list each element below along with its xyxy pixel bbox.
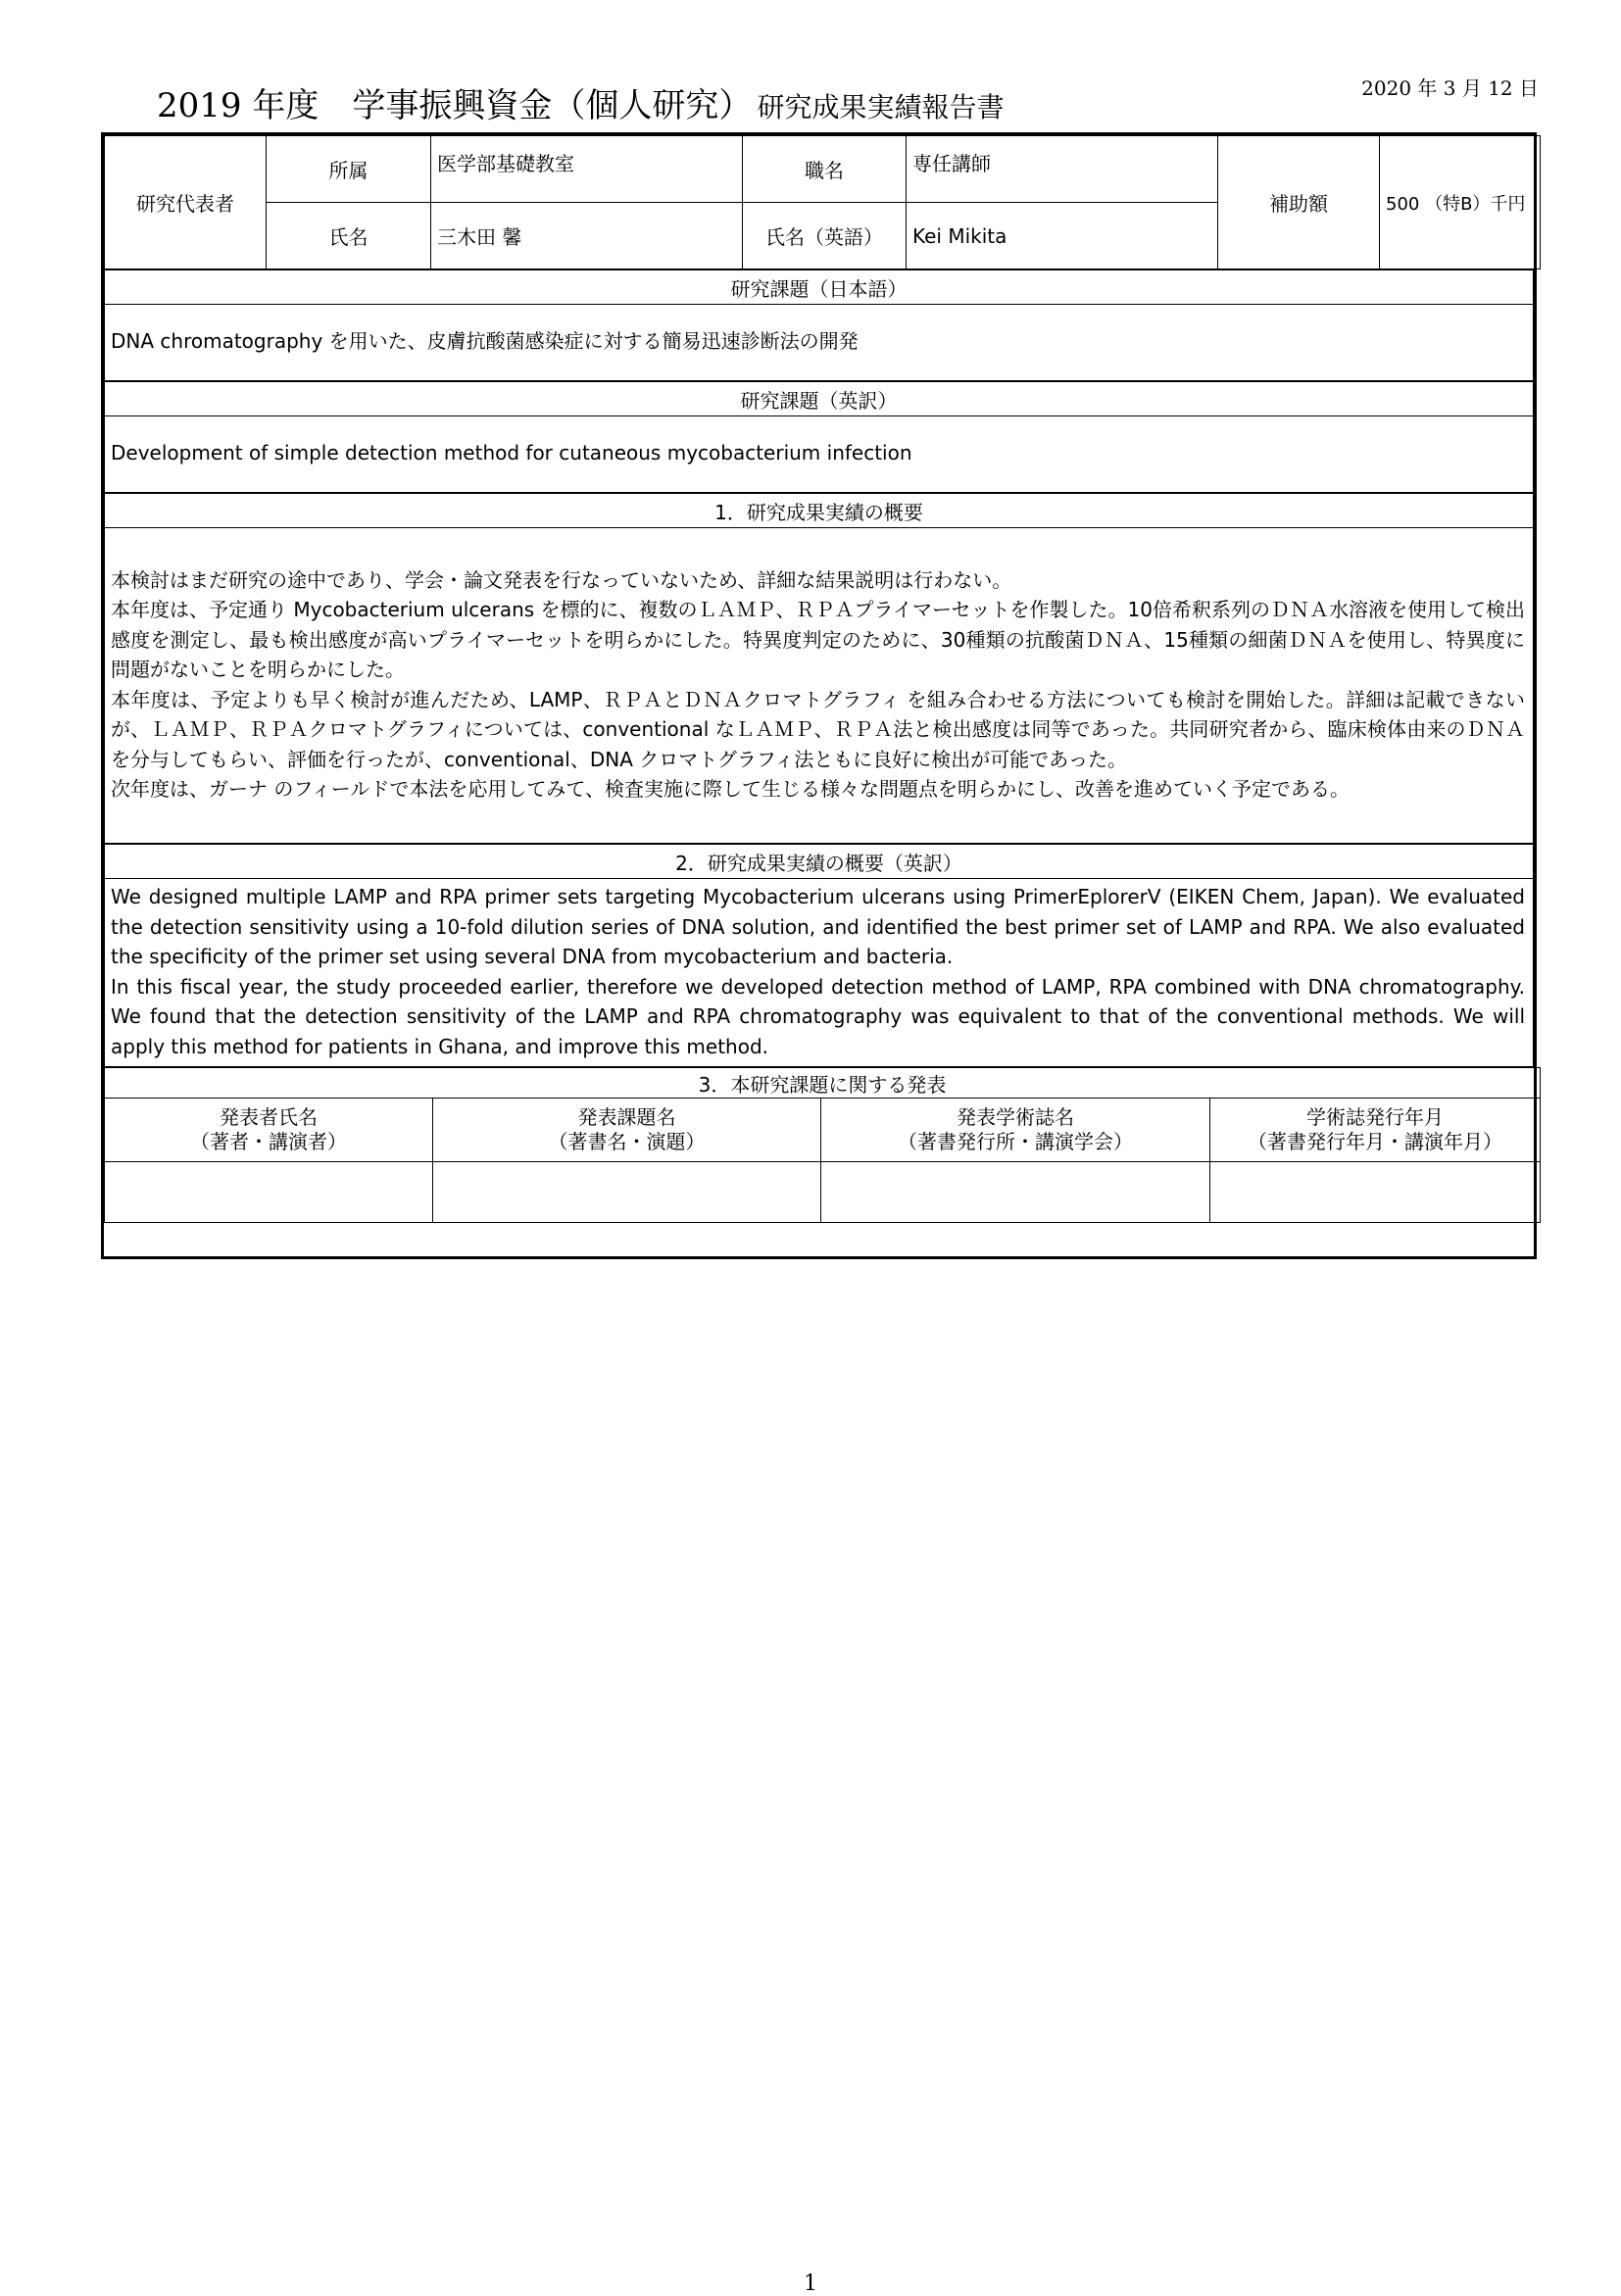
col-date-header — [1210, 1099, 1541, 1162]
position-value: 専任講師 — [907, 136, 1218, 203]
summary-ja-paragraph: 本年度は、予定通り Mycobacterium ulcerans を標的に、複数のＬＡＭＰ、ＲＰＡプライマーセットを作製した。10倍希釈系列のＤＮＡ水溶液を使用して検出感度を測定し、最も検出感度が高いプライマーセットを明らかにした。特異度判定のために、30種類の抗酸菌ＤＮＡ、15種類の細菌ＤＮＡを使用し、特異度に問題がないことを明らかにした。 — [111, 598, 1525, 681]
topic-ja-section — [104, 269, 1534, 381]
col-presenter-header — [105, 1099, 433, 1162]
position-label: 職名 — [743, 136, 907, 203]
summary-en-heading: 2．研究成果実績の概要（英訳） — [105, 845, 1534, 879]
name-label: 氏名 — [267, 203, 431, 269]
topic-ja-heading: 研究課題（日本語） — [105, 270, 1534, 305]
summary-ja-heading: 1．研究成果実績の概要 — [105, 494, 1534, 528]
representative-label: 研究代表者 — [105, 136, 267, 269]
publications-section — [104, 1067, 1541, 1223]
publications-heading: 3．本研究課題に関する発表 — [105, 1068, 1541, 1099]
summary-ja-paragraph: 次年度は、ガーナ のフィールドで本法を応用してみて、検査実施に際して生じる様々な問題点を明らかにし、改善を進めていく予定である。 — [111, 777, 1350, 801]
summary-en-section — [104, 844, 1534, 1067]
col-header-line: 発表学術誌名 — [957, 1105, 1074, 1129]
page-number: 1 — [804, 2272, 817, 2296]
title-main: 2019 年度 学事振興資金（個人研究） — [157, 86, 753, 125]
col-header-line: （著書発行年月・講演年月） — [1248, 1130, 1503, 1153]
topic-en-section — [104, 381, 1534, 493]
table-row — [105, 1162, 1541, 1223]
summary-en-paragraph: We designed multiple LAMP and RPA primer sets targeting Mycobacterium ulcerans using PrimerEplorerV (EIKEN Chem, Japan). We evaluated the detection sensitivity using a 10-fold dilution series of DNA solution, and identified the best primer set of LAMP and RPA. We also evaluated the specificity of the primer set using several DNA from mycobacterium and bacteria. — [111, 885, 1525, 968]
topic-ja-text: DNA chromatography を用いた、皮膚抗酸菌感染症に対する簡易迅速診断法の開発 — [105, 305, 1534, 381]
table-cell — [821, 1162, 1210, 1223]
summary-ja-body — [105, 528, 1534, 844]
affiliation-value: 医学部基礎教室 — [431, 136, 743, 203]
table-cell — [433, 1162, 821, 1223]
col-header-line: （著書発行所・講演学会） — [898, 1130, 1133, 1153]
col-header-line: （著書名・演題） — [548, 1130, 706, 1153]
summary-ja-paragraph: 本検討はまだ研究の途中であり、学会・論文発表を行なっていないため、詳細な結果説明は行わない。 — [111, 567, 1012, 592]
summary-en-paragraph: In this fiscal year, the study proceeded earlier, therefore we developed detection method of LAMP, RPA combined with DNA chromatography. We found that the detection sensitivity of the LAMP and RPA chromatography was equivalent to that of the conventional methods. We will apply this method for patients in Ghana, and improve this method. — [111, 974, 1525, 1058]
col-header-line: 発表課題名 — [577, 1105, 676, 1129]
name-en-value: Kei Mikita — [907, 203, 1218, 269]
topic-en-heading: 研究課題（英訳） — [105, 382, 1534, 416]
grant-value: 500 （特B）千円 — [1380, 136, 1541, 269]
summary-ja-paragraph: 本年度は、予定よりも早く検討が進んだため、LAMP、ＲＰＡとＤＮＡクロマトグラフィ を組み合わせる方法についても検討を開始した。詳細は記載できないが、ＬＡＭＰ、ＲＰＡクロマトグラフィについては、conventional なＬＡＭＰ、ＲＰＡ法と検出感度は同等であった。共同研究者から、臨床検体由来のＤＮＡを分与してもらい、評価を行ったが、conventional、DNA クロマトグラフィ法ともに良好に検出が可能であった。 — [111, 687, 1525, 771]
title-sub: 研究成果実績報告書 — [757, 91, 1005, 123]
col-title-header — [433, 1099, 821, 1162]
report-form — [101, 132, 1537, 1259]
col-header-line: 学術誌発行年月 — [1306, 1105, 1445, 1129]
summary-en-body — [105, 879, 1534, 1067]
col-header-line: （著者・講演者） — [190, 1130, 347, 1153]
info-table — [104, 135, 1541, 269]
grant-label: 補助額 — [1218, 136, 1380, 269]
col-journal-header — [821, 1099, 1210, 1162]
summary-ja-section — [104, 493, 1534, 844]
name-value: 三木田 馨 — [431, 203, 743, 269]
table-cell — [1210, 1162, 1541, 1223]
affiliation-label: 所属 — [267, 136, 431, 203]
name-en-label: 氏名（英語） — [743, 203, 907, 269]
report-date: 2020 年 3 月 12 日 — [1361, 76, 1539, 100]
table-cell — [105, 1162, 433, 1223]
page-title — [157, 78, 1284, 126]
topic-en-text: Development of simple detection method for cutaneous mycobacterium infection — [105, 416, 1534, 493]
col-header-line: 発表者氏名 — [220, 1105, 318, 1129]
